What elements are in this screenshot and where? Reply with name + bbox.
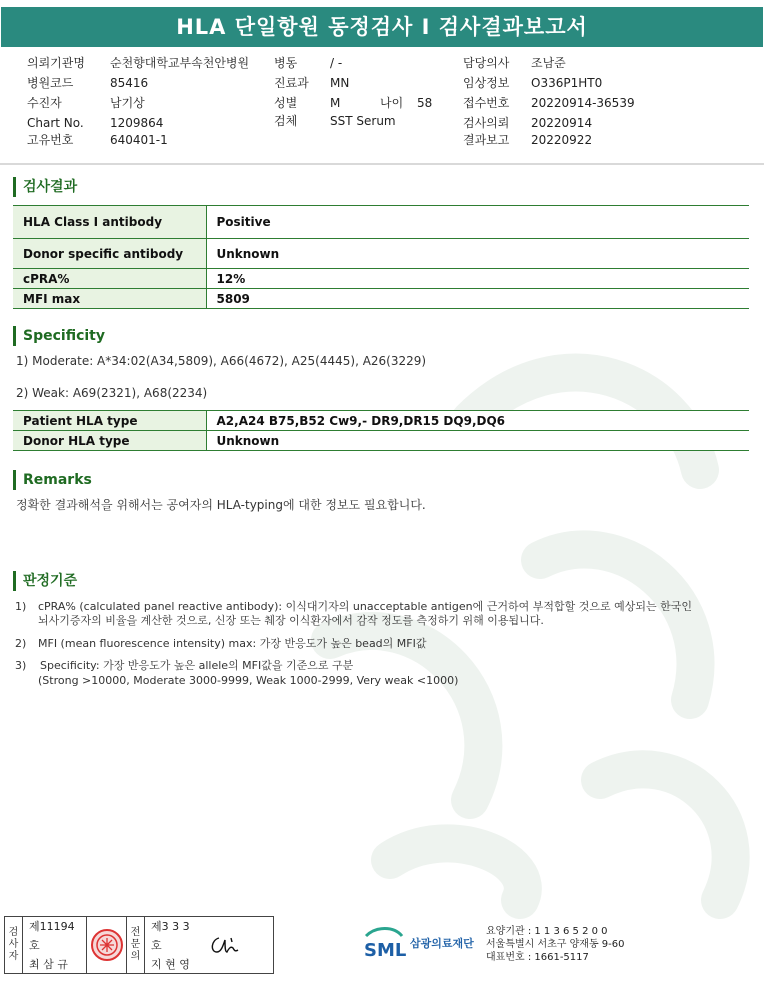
patient-value: 남기상 <box>110 96 145 110</box>
request-date-value: 20220914 <box>531 116 593 130</box>
result-value: 12% <box>206 269 749 289</box>
examiner-char: 검 <box>8 927 19 938</box>
signature-box <box>4 916 274 974</box>
examiner-license-no: 제11194호 <box>29 919 75 952</box>
org-info <box>486 925 625 964</box>
criteria-item-number: 2) <box>15 637 27 650</box>
sex-label: 성별 <box>274 96 298 110</box>
patient-label: 수진자 <box>27 96 62 110</box>
result-value: Unknown <box>206 239 749 269</box>
unique-no-value: 640401-1 <box>110 133 168 147</box>
sml-logo-text: SML <box>364 940 406 961</box>
examiner-info <box>23 917 87 973</box>
org-name: 삼광의료재단 <box>410 937 474 950</box>
result-key: HLA Class I antibody <box>13 206 206 239</box>
result-key: cPRA% <box>13 269 206 289</box>
chart-no-value: 1209864 <box>110 116 164 130</box>
age-value: 58 <box>417 96 433 110</box>
sex-value: M <box>330 96 341 110</box>
results-heading: 검사결과 <box>13 177 77 197</box>
ward-value: / - <box>330 56 343 70</box>
request-date-label: 검사의뢰 <box>463 116 510 130</box>
org-phone: 대표번호 : 1661-5117 <box>486 952 589 963</box>
org-code: 요양기관 : 1 1 3 6 5 2 0 0 <box>486 926 608 937</box>
doctor-label: 담당의사 <box>463 56 510 70</box>
hla-key: Donor HLA type <box>13 431 206 451</box>
table-row <box>13 206 749 239</box>
seal-icon <box>90 928 124 962</box>
hla-key: Patient HLA type <box>13 411 206 431</box>
ward-label: 병동 <box>274 56 298 70</box>
examiner-name: 최 삼 규 <box>29 957 68 971</box>
hla-value: Unknown <box>206 431 749 451</box>
criteria-item-number: 1) <box>15 600 27 613</box>
report-date-label: 결과보고 <box>463 133 510 147</box>
institution-label: 의뢰기관명 <box>27 56 85 70</box>
result-value: Positive <box>206 206 749 239</box>
header-divider <box>0 163 764 165</box>
specialist-char: 전 <box>130 927 141 938</box>
specimen-label: 검체 <box>274 114 298 128</box>
org-address: 서울특별시 서초구 양재동 9-60 <box>486 939 625 950</box>
hospital-code-value: 85416 <box>110 76 149 90</box>
hospital-code-label: 병원코드 <box>27 76 74 90</box>
clinical-info-value: O336P1HT0 <box>531 76 603 90</box>
specificity-weak: 2) Weak: A69(2321), A68(2234) <box>16 386 208 400</box>
specialist-info <box>145 917 205 973</box>
specialist-name: 지 현 영 <box>151 957 190 971</box>
criteria-item-2-line-1: MFI (mean fluorescence intensity) max: 가장 반응도가 높은 bead의 MFI값 <box>38 637 427 650</box>
specialist-vertical-label <box>127 917 145 973</box>
chart-no-label: Chart No. <box>27 116 84 130</box>
sml-logo-icon <box>362 924 406 962</box>
result-key: MFI max <box>13 289 206 309</box>
table-row <box>13 239 749 269</box>
remarks-heading: Remarks <box>13 470 92 490</box>
specimen-value: SST Serum <box>330 114 396 128</box>
result-key: Donor specific antibody <box>13 239 206 269</box>
examiner-char: 자 <box>8 951 19 962</box>
examiner-vertical-label <box>5 917 23 973</box>
seal-stamp <box>87 917 127 973</box>
table-row <box>13 289 749 309</box>
specificity-heading: Specificity <box>13 326 105 346</box>
receipt-no-value: 20220914-36539 <box>531 96 635 110</box>
hla-type-table <box>13 410 749 451</box>
signature-icon <box>207 930 243 960</box>
sml-logo <box>362 924 474 962</box>
report-date-value: 20220922 <box>531 133 593 147</box>
specificity-moderate: 1) Moderate: A*34:02(A34,5809), A66(4672), A25(4445), A26(3229) <box>16 354 427 368</box>
remarks-text: 정확한 결과해석을 위해서는 공여자의 HLA-typing에 대한 정보도 필요합니다. <box>16 498 426 512</box>
criteria-item-number: 3) <box>15 659 27 672</box>
specialist-license-no: 제3 3 3 호 <box>151 919 190 952</box>
specialist-char: 문 <box>130 939 141 950</box>
unique-no-label: 고유번호 <box>27 133 74 147</box>
criteria-item-3-line-2: (Strong >10000, Moderate 3000-9999, Weak 1000-2999, Very weak <1000) <box>38 674 459 687</box>
report-title: HLA 단일항원 동정검사 I 검사결과보고서 <box>1 7 763 47</box>
clinical-info-label: 임상정보 <box>463 76 510 90</box>
criteria-item-3-line-1: Specificity: 가장 반응도가 높은 allele의 MFI값을 기준으로 구분 <box>40 659 354 672</box>
table-row <box>13 431 749 451</box>
results-table <box>13 205 749 309</box>
result-value: 5809 <box>206 289 749 309</box>
hla-value: A2,A24 B75,B52 Cw9,- DR9,DR15 DQ9,DQ6 <box>206 411 749 431</box>
institution-value: 순천향대학교부속천안병원 <box>110 56 250 70</box>
specialist-char: 의 <box>130 951 141 962</box>
criteria-heading: 판정기준 <box>13 571 77 591</box>
criteria-item-1-line-2: 뇌사기증자의 비율을 계산한 것으로, 신장 또는 췌장 이식환자에서 감작 정도를 측정하기 위해 이용됩니다. <box>38 614 544 627</box>
signature <box>205 917 245 973</box>
table-row <box>13 269 749 289</box>
dept-value: MN <box>330 76 350 90</box>
dept-label: 진료과 <box>274 76 309 90</box>
doctor-value: 조남준 <box>531 56 566 70</box>
table-row <box>13 411 749 431</box>
age-label: 나이 <box>380 96 404 110</box>
receipt-no-label: 접수번호 <box>463 96 510 110</box>
examiner-char: 사 <box>8 939 19 950</box>
criteria-item-1-line-1: cPRA% (calculated panel reactive antibody): 이식대기자의 unacceptable antigen에 근거하여 부적합할 것으로 예상되는 한국인 <box>38 600 692 613</box>
